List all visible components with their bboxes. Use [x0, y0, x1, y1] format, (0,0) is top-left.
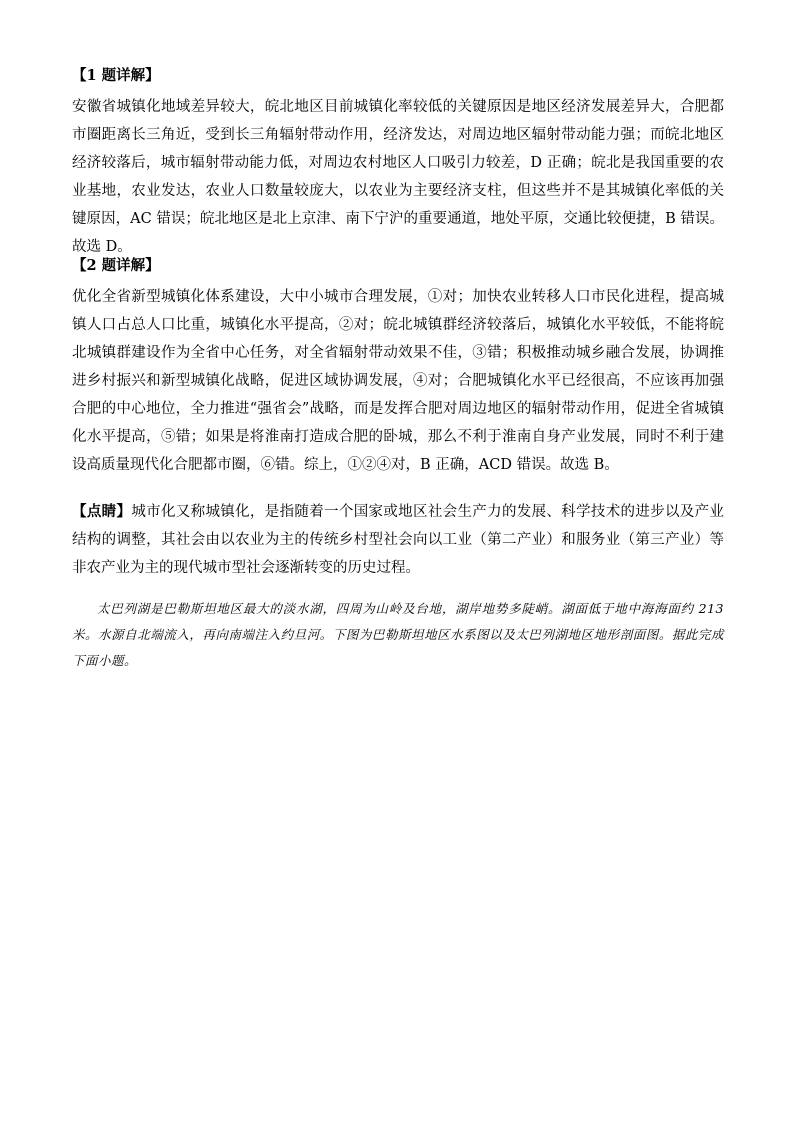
note-paragraph — [72, 498, 724, 582]
note-label: 【点睛】 — [72, 503, 132, 520]
note-body: 城市化又称城镇化，是指随着一个国家或地区社会生产力的发展、科学技术的进步以及产业结构的调整，其社会由以农业为主的传统乡村型社会向以工业（第二产业）和服务业（第三产业）等非农产业为主的现代城市型社会逐渐转变的历史过程。 — [72, 504, 725, 576]
section1-heading: 【1 题详解】 — [72, 67, 160, 84]
section1-body: 安徽省城镇化地域差异较大，皖北地区目前城镇化率较低的关键原因是地区经济发展差异大，合肥都市圈距离长三角近，受到长三角辐射带动作用，经济发达，对周边地区辐射带动能力强；而皖北地区经济较落后，城市辐射带动能力低，对周边农村地区人口吸引力较差，D 正确；皖北是我国重要的农业基地，农业发达，农业人口数量较庞大，以农业为主要经济支柱，但这些并不是其城镇化率低的关键原因，AC 错误；皖北地区是北上京津、南下宁沪的重要通道，地处平原，交通比较便捷，B 错误。故选 D。 — [72, 99, 724, 255]
section2-body: 优化全省新型城镇化体系建设，大中小城市合理发展，①对；加快农业转移人口市民化进程，提高城镇人口占总人口比重，城镇化水平提高，②对；皖北城镇群经济较落后，城镇化水平较低，不能将皖北城镇群建设作为全省中心任务，对全省辐射带动效果不佳，③错；积极推动城乡融合发展，协调推进乡村振兴和新型城镇化战略，促进区域协调发展，④对；合肥城镇化水平已经很高，不应该再加强合肥的中心地位，全力推进“强省会”战略，而是发挥合肥对周边地区的辐射带动作用，促进全省城镇化水平提高，⑤错；如果是将淮南打造成合肥的卧城，那么不利于淮南自身产业发展，同时不利于建设高质量现代化合肥都市圈，⑥错。综上，①②④对，B 正确，ACD 错误。故选 B。 — [72, 289, 724, 473]
question-passage: 太巴列湖是巴勒斯坦地区最大的淡水湖，四周为山岭及台地，湖岸地势多陡峭。湖面低于地中海海面约 213 米。水源自北端流入，再向南端注入约旦河。下图为巴勒斯坦地区水系图以及太巴列湖地区地形剖面图。据此完成下面小题。 — [72, 601, 724, 668]
section2-heading: 【2 题详解】 — [72, 257, 160, 274]
